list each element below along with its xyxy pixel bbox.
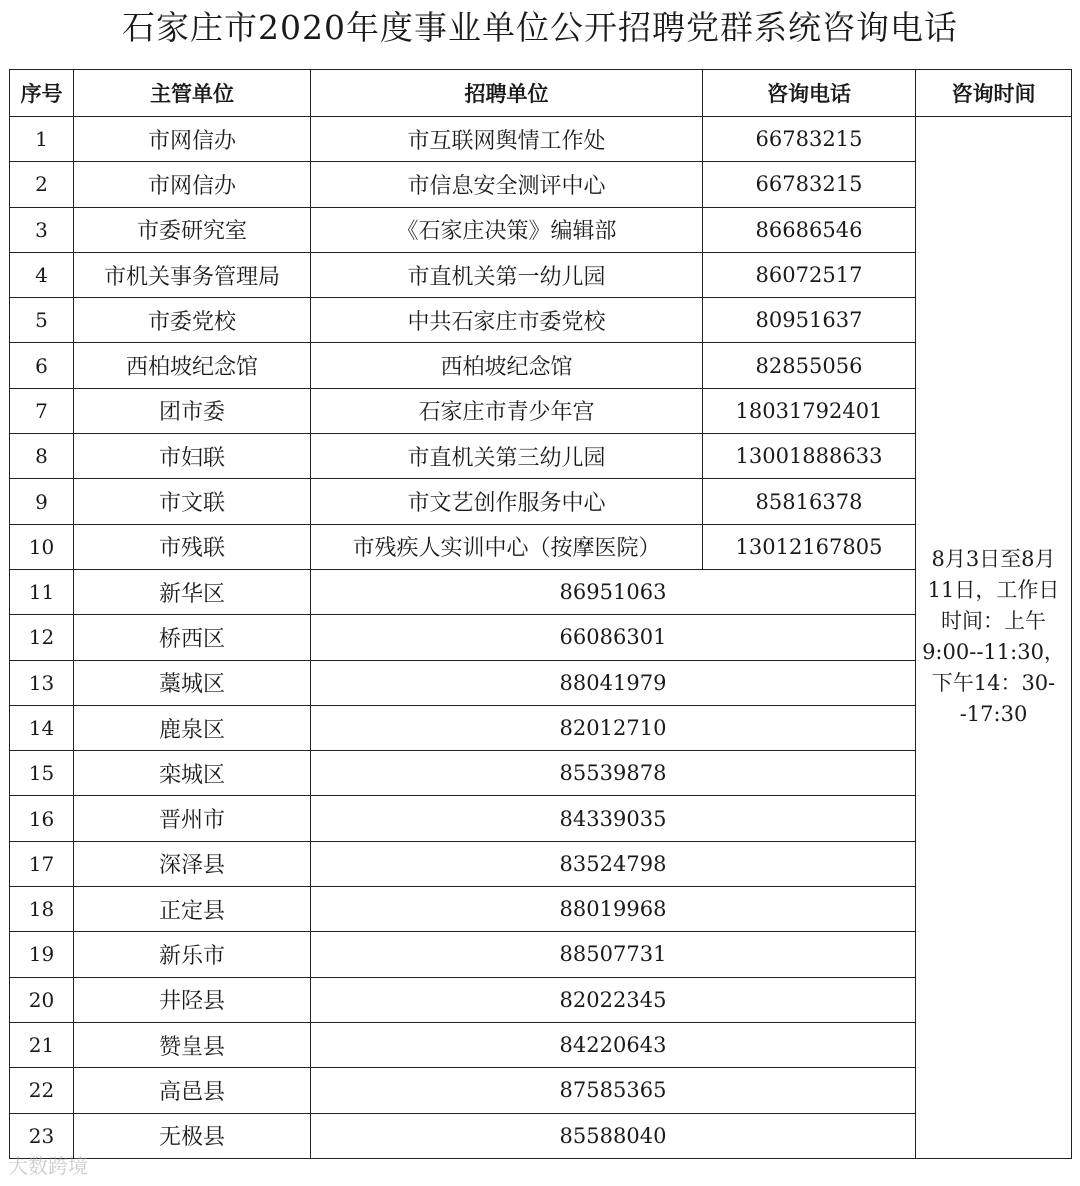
seq-cell: 8 xyxy=(10,434,74,479)
seq-cell: 15 xyxy=(10,751,74,796)
seq-cell: 10 xyxy=(10,524,74,569)
table-row xyxy=(10,343,1072,388)
table-row xyxy=(10,932,1072,977)
phone-cell: 88019968 xyxy=(311,887,916,932)
phone-cell: 85588040 xyxy=(311,1113,916,1158)
phone-cell: 87585365 xyxy=(311,1068,916,1113)
seq-cell: 20 xyxy=(10,977,74,1022)
phone-cell: 66783215 xyxy=(703,117,916,162)
seq-cell: 3 xyxy=(10,207,74,252)
header-unit: 招聘单位 xyxy=(311,70,703,117)
table-row xyxy=(10,162,1072,207)
dept-cell: 赞皇县 xyxy=(74,1022,311,1067)
unit-cell: 《石家庄决策》编辑部 xyxy=(311,207,703,252)
dept-cell: 无极县 xyxy=(74,1113,311,1158)
seq-cell: 22 xyxy=(10,1068,74,1113)
dept-cell: 井陉县 xyxy=(74,977,311,1022)
phone-cell: 13001888633 xyxy=(703,434,916,479)
header-seq: 序号 xyxy=(10,70,74,117)
table-row xyxy=(10,1068,1072,1113)
dept-cell: 市网信办 xyxy=(74,117,311,162)
seq-cell: 1 xyxy=(10,117,74,162)
dept-cell: 桥西区 xyxy=(74,615,311,660)
watermark: 大数跨境 xyxy=(8,1154,88,1178)
page-title: 石家庄市2020年度事业单位公开招聘党群系统咨询电话 xyxy=(122,8,958,47)
seq-cell: 5 xyxy=(10,298,74,343)
phone-cell: 85539878 xyxy=(311,751,916,796)
unit-cell: 中共石家庄市委党校 xyxy=(311,298,703,343)
dept-cell: 市机关事务管理局 xyxy=(74,252,311,297)
dept-cell: 西柏坡纪念馆 xyxy=(74,343,311,388)
phone-cell: 82012710 xyxy=(311,705,916,750)
seq-cell: 19 xyxy=(10,932,74,977)
dept-cell: 晋州市 xyxy=(74,796,311,841)
dept-cell: 新华区 xyxy=(74,569,311,614)
table-row xyxy=(10,298,1072,343)
unit-cell: 市直机关第三幼儿园 xyxy=(311,434,703,479)
phone-cell: 66783215 xyxy=(703,162,916,207)
dept-cell: 新乐市 xyxy=(74,932,311,977)
table-row xyxy=(10,524,1072,569)
seq-cell: 11 xyxy=(10,569,74,614)
phone-cell: 18031792401 xyxy=(703,388,916,433)
unit-cell: 市直机关第一幼儿园 xyxy=(311,252,703,297)
table-row xyxy=(10,660,1072,705)
unit-cell: 市残疾人实训中心（按摩医院） xyxy=(311,524,703,569)
dept-cell: 正定县 xyxy=(74,887,311,932)
header-phone: 咨询电话 xyxy=(703,70,916,117)
seq-cell: 6 xyxy=(10,343,74,388)
phone-cell: 86072517 xyxy=(703,252,916,297)
table-row xyxy=(10,479,1072,524)
phone-cell: 82022345 xyxy=(311,977,916,1022)
dept-cell: 鹿泉区 xyxy=(74,705,311,750)
table-row xyxy=(10,977,1072,1022)
phone-cell: 80951637 xyxy=(703,298,916,343)
dept-cell: 团市委 xyxy=(74,388,311,433)
phone-cell: 66086301 xyxy=(311,615,916,660)
table-row xyxy=(10,569,1072,614)
seq-cell: 21 xyxy=(10,1022,74,1067)
seq-cell: 7 xyxy=(10,388,74,433)
seq-cell: 13 xyxy=(10,660,74,705)
unit-cell: 市信息安全测评中心 xyxy=(311,162,703,207)
seq-cell: 17 xyxy=(10,841,74,886)
dept-cell: 市委研究室 xyxy=(74,207,311,252)
dept-cell: 市妇联 xyxy=(74,434,311,479)
phone-cell: 84339035 xyxy=(311,796,916,841)
phone-cell: 86686546 xyxy=(703,207,916,252)
seq-cell: 2 xyxy=(10,162,74,207)
phone-cell: 88507731 xyxy=(311,932,916,977)
dept-cell: 藁城区 xyxy=(74,660,311,705)
table-row xyxy=(10,796,1072,841)
seq-cell: 12 xyxy=(10,615,74,660)
unit-cell: 西柏坡纪念馆 xyxy=(311,343,703,388)
seq-cell: 18 xyxy=(10,887,74,932)
phone-cell: 86951063 xyxy=(311,569,916,614)
unit-cell: 市文艺创作服务中心 xyxy=(311,479,703,524)
seq-cell: 16 xyxy=(10,796,74,841)
table-row xyxy=(10,207,1072,252)
dept-cell: 栾城区 xyxy=(74,751,311,796)
dept-cell: 市网信办 xyxy=(74,162,311,207)
dept-cell: 市委党校 xyxy=(74,298,311,343)
unit-cell: 市互联网舆情工作处 xyxy=(311,117,703,162)
phone-cell: 85816378 xyxy=(703,479,916,524)
table-row xyxy=(10,705,1072,750)
dept-cell: 高邑县 xyxy=(74,1068,311,1113)
phone-cell: 13012167805 xyxy=(703,524,916,569)
seq-cell: 14 xyxy=(10,705,74,750)
seq-cell: 23 xyxy=(10,1113,74,1158)
table-row xyxy=(10,841,1072,886)
table-header-row xyxy=(10,70,1072,117)
table-row xyxy=(10,1113,1072,1158)
table-row xyxy=(10,434,1072,479)
header-dept: 主管单位 xyxy=(74,70,311,117)
phone-cell: 82855056 xyxy=(703,343,916,388)
table-row xyxy=(10,887,1072,932)
dept-cell: 深泽县 xyxy=(74,841,311,886)
table-row xyxy=(10,117,1072,162)
table-row xyxy=(10,388,1072,433)
seq-cell: 4 xyxy=(10,252,74,297)
table-row xyxy=(10,751,1072,796)
table-row xyxy=(10,1022,1072,1067)
unit-cell: 石家庄市青少年宫 xyxy=(311,388,703,433)
phone-cell: 84220643 xyxy=(311,1022,916,1067)
table-row xyxy=(10,252,1072,297)
seq-cell: 9 xyxy=(10,479,74,524)
dept-cell: 市残联 xyxy=(74,524,311,569)
consult-time-cell: 8月3日至8月11日，工作日时间：上午9:00--11:30，下午14：30--17:30 xyxy=(916,117,1072,1159)
table-row xyxy=(10,615,1072,660)
phone-cell: 83524798 xyxy=(311,841,916,886)
dept-cell: 市文联 xyxy=(74,479,311,524)
header-time: 咨询时间 xyxy=(916,70,1072,117)
phone-cell: 88041979 xyxy=(311,660,916,705)
consultation-phone-table xyxy=(9,69,1072,1159)
